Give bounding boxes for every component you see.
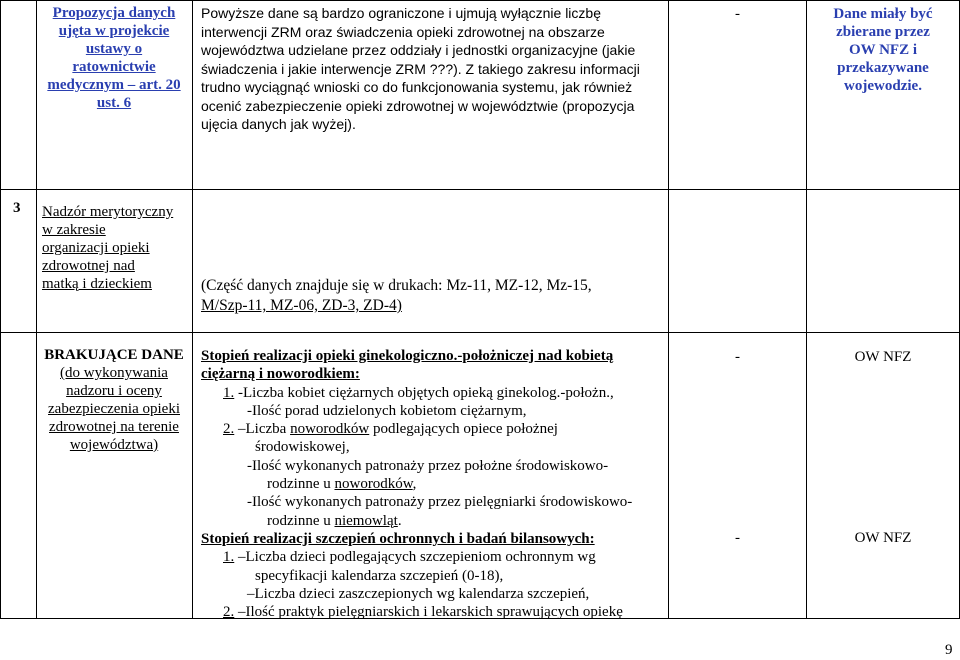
text-line: świadczenia i jakie interwencje ZRM ???). Z takiego zakresu informacji bbox=[201, 60, 640, 77]
text-line: ocenić zabezpieczenie opieki zdrowotnej w województwie (propozycja bbox=[201, 97, 635, 114]
column-divider bbox=[192, 0, 193, 619]
text-line: zabezpieczenia opieki bbox=[48, 401, 180, 417]
section-title: ciężarną i noworodkiem: bbox=[201, 366, 360, 383]
row-number: 3 bbox=[13, 200, 21, 216]
text-line: trudno wyciągnąć wnioski co do funkcjonowania systemu, jak również bbox=[201, 79, 633, 95]
item-text: –Liczba dzieci podlegających szczepieniom ochronnym wg bbox=[238, 549, 596, 566]
text-line: zdrowotnej na terenie bbox=[49, 419, 179, 435]
text-line: wojewodzie. bbox=[844, 78, 922, 94]
item-link-word: noworodków bbox=[334, 476, 413, 493]
dash-cell: - bbox=[735, 349, 740, 365]
text-line: Powyższe dane są bardzo ograniczone i ujmują wyłącznie liczbę bbox=[201, 5, 601, 21]
column-divider bbox=[668, 0, 669, 619]
text-line: Dane miały być bbox=[833, 6, 933, 22]
section-title: Stopień realizacji szczepień ochronnych i badań bilansowych: bbox=[201, 530, 595, 547]
column-divider bbox=[0, 0, 1, 619]
text-line: interwencji ZRM oraz świadczenia opieki zdrowotnej na obszarze bbox=[201, 23, 605, 40]
text-line: ust. 6 bbox=[96, 95, 132, 111]
item-text: środowiskowej, bbox=[255, 439, 350, 456]
item-number: 1. bbox=[223, 549, 235, 566]
item-number: 1. bbox=[223, 384, 235, 401]
text-line: Propozycja danych bbox=[52, 5, 176, 21]
item-text: specyfikacji kalendarza szczepień (0-18), bbox=[255, 567, 504, 584]
data-source-cell bbox=[807, 5, 959, 95]
text-line: ujęcia danych jak wyżej). bbox=[201, 116, 356, 132]
missing-data-cell bbox=[37, 346, 191, 454]
item-text: –Liczba bbox=[238, 421, 291, 438]
text-line: nadzoru i oceny bbox=[66, 383, 162, 399]
text-line: organizacji opieki bbox=[42, 240, 150, 256]
text-line: ustawy o bbox=[85, 41, 143, 57]
comment-cell bbox=[201, 4, 663, 134]
text-line: przekazywane bbox=[837, 60, 929, 76]
row-divider bbox=[0, 189, 960, 190]
page-number: 9 bbox=[945, 642, 953, 658]
item-text: . bbox=[397, 512, 402, 529]
text-line: zbierane przez bbox=[836, 24, 930, 40]
item-text: –Ilość praktyk pielęgniarskich i lekarskich sprawujących opiekę bbox=[238, 604, 623, 621]
legal-basis-cell bbox=[37, 4, 191, 112]
item-text: podlegających opiece położnej bbox=[369, 421, 558, 438]
row-divider bbox=[0, 332, 960, 333]
text-line: medycznym – art. 20 bbox=[47, 77, 181, 93]
item-text: -Ilość porad udzielonych kobietom ciężarnym, bbox=[247, 402, 527, 419]
source-ow-nfz: OW NFZ bbox=[854, 530, 912, 546]
row-divider bbox=[0, 0, 960, 1]
text-line: matką i dzieckiem bbox=[42, 276, 152, 292]
forms-note-cell bbox=[201, 276, 663, 316]
item-text: -Ilość wykonanych patronaży przez położne środowiskowo- bbox=[247, 457, 609, 474]
text-line: BRAKUJĄCE DANE bbox=[44, 347, 184, 363]
text-line: ratownictwie bbox=[72, 59, 156, 75]
source-ow-nfz: OW NFZ bbox=[854, 349, 912, 365]
text-line: ujęta w projekcie bbox=[58, 23, 170, 39]
item-text: -Liczba kobiet ciężarnych objętych opieką ginekolog.-położn., bbox=[238, 384, 614, 401]
dash-cell: - bbox=[735, 530, 740, 546]
forms-note-line2: M/Szp-11, MZ-06, ZD-3, ZD-4) bbox=[201, 297, 402, 314]
text-line: (do wykonywania bbox=[60, 365, 168, 381]
item-text: rodzinne u bbox=[267, 512, 335, 529]
text-line: zdrowotnej nad bbox=[42, 258, 135, 274]
text-line: województwa udzielane przez oddziały i jednostki organizacyjne (jakie bbox=[201, 42, 636, 58]
item-text: rodzinne u bbox=[267, 476, 335, 493]
item-number: 2. bbox=[223, 421, 235, 438]
item-link-word: noworodków bbox=[290, 421, 370, 438]
item-link-word: niemowląt bbox=[334, 512, 398, 529]
item-text: , bbox=[412, 476, 417, 493]
dash-cell: - bbox=[735, 6, 740, 22]
forms-note-line1: (Część danych znajduje się w drukach: Mz-11, MZ-12, Mz-15, bbox=[201, 277, 592, 294]
supervision-title-cell bbox=[42, 203, 190, 293]
section-title: Stopień realizacji opieki ginekologiczno.-położniczej nad kobietą bbox=[201, 348, 614, 364]
item-text: -Ilość wykonanych patronaży przez pielęgniarki środowiskowo- bbox=[247, 494, 633, 511]
item-number: 2. bbox=[223, 604, 235, 621]
text-line: OW NFZ i bbox=[848, 42, 918, 58]
text-line: w zakresie bbox=[42, 222, 106, 238]
text-line: Nadzór merytoryczny bbox=[42, 204, 174, 220]
text-line: województwa) bbox=[69, 437, 159, 453]
indicators-cell bbox=[201, 347, 667, 621]
item-text: –Liczba dzieci zaszczepionych wg kalendarza szczepień, bbox=[247, 585, 590, 602]
